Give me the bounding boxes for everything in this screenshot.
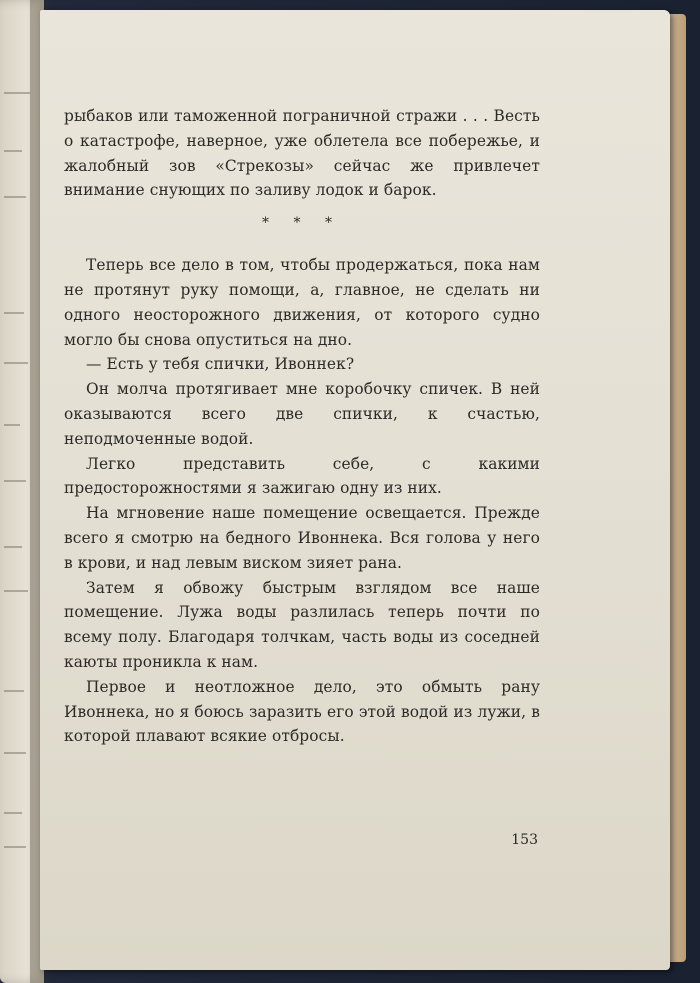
text-fragment xyxy=(4,812,22,814)
text-fragment xyxy=(4,846,26,848)
text-fragment xyxy=(4,546,22,548)
text-fragment xyxy=(4,590,28,592)
page-text xyxy=(64,104,540,749)
text-fragment xyxy=(4,752,26,754)
paragraph: Первое и неотложное дело, это обмыть рану Ивоннека, но я боюсь заразить его этой водой из лужи, в которой плавают всякие отбросы. xyxy=(64,677,540,746)
paragraph: Он молча протягивает мне коробочку спичек. В ней оказываются всего две спички, к счастью, неподмоченные водой. xyxy=(64,380,540,448)
text-fragment xyxy=(4,690,24,692)
page-number: 153 xyxy=(511,832,538,848)
text-fragment xyxy=(4,424,20,426)
text-fragment xyxy=(4,150,22,152)
paragraph: рыбаков или таможенной пограничной стражи . . . Весть о катастрофе, наверное, уже облетела все побережье, и жалобный зов «Стрекозы» сейчас же привлечет внимание снующих по заливу лодок и барок. xyxy=(64,107,540,200)
text-fragment xyxy=(4,362,28,364)
paragraph: Легко представить себе, с какими предосторожностями я зажигаю одну из них. xyxy=(64,454,540,498)
paragraph: На мгновение наше помещение освещается. Прежде всего я смотрю на бедного Ивоннека. Вся голова у него в крови, и над левым виском зияет рана. xyxy=(64,504,540,572)
paragraph: Теперь все дело в том, чтобы продержаться, пока нам не протянут руку помощи, а, главное, не сделать ни одного неосторожного движения, от которого судно могло бы снова опуститься на дно. xyxy=(64,256,540,349)
section-separator: * * * xyxy=(262,215,342,232)
paragraph: Затем я обвожу быстрым взглядом все наше помещение. Лужа воды разлилась теперь почти по всему полу. Благодаря толчкам, часть воды из соседней каюты проникла к нам. xyxy=(64,578,540,671)
text-fragment xyxy=(4,92,30,94)
text-fragment xyxy=(4,480,26,482)
text-fragment xyxy=(4,312,24,314)
page-stack-edge xyxy=(668,14,686,962)
dialogue-line: — Есть у тебя спички, Ивоннек? xyxy=(86,355,355,374)
text-fragment xyxy=(4,196,26,198)
